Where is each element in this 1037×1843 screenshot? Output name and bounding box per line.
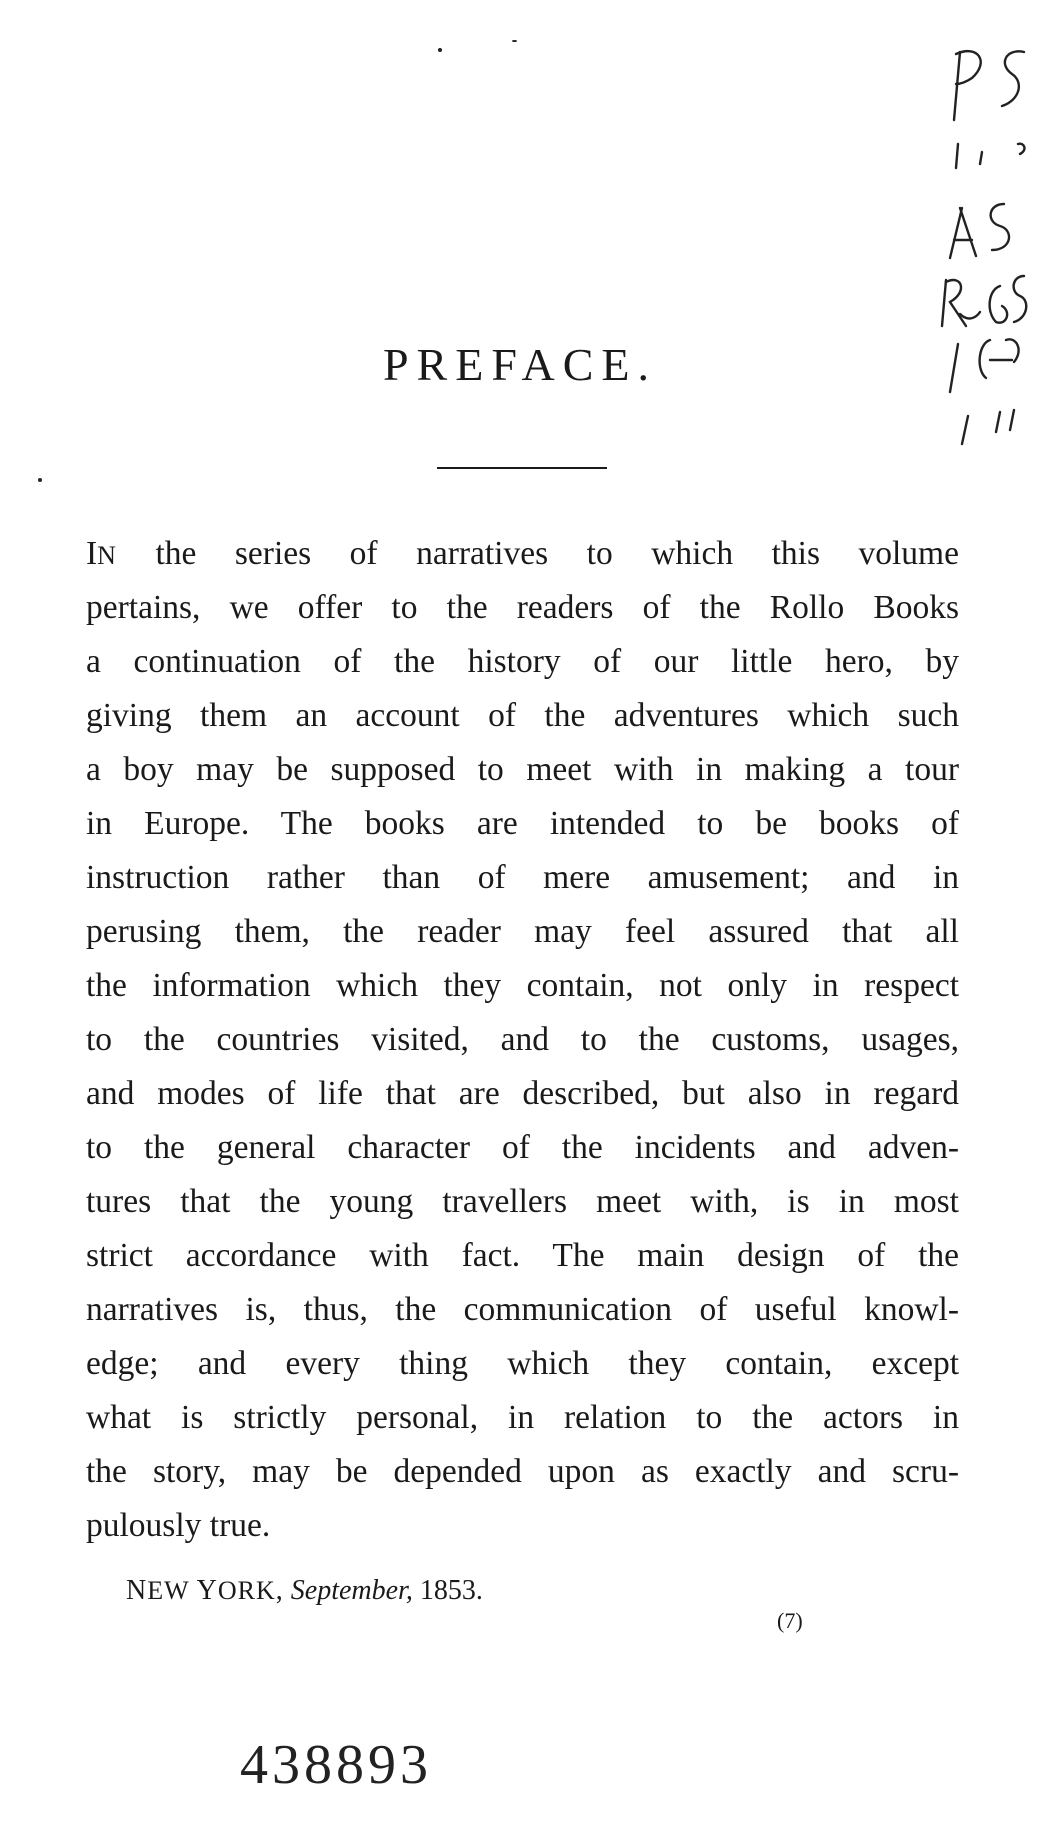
paragraph-line: to the general character of the incidents and adven- <box>86 1129 959 1166</box>
paragraph-line: instruction rather than of mere amusement; and in <box>86 859 959 896</box>
paragraph-line: giving them an account of the adventures which such <box>86 697 959 734</box>
paragraph-line: edge; and every thing which they contain, except <box>86 1345 959 1382</box>
paragraph-line: narratives is, thus, the communication of useful knowl- <box>86 1291 959 1328</box>
preface-paragraph <box>86 527 959 1553</box>
first-line-text: the series of narratives to which this volume <box>116 535 959 572</box>
paragraph-line: tures that the young travellers meet with, is in most <box>86 1183 959 1220</box>
dateline-year: 1853. <box>419 1575 483 1606</box>
paragraph-line-last: pulously true. <box>86 1507 271 1544</box>
paragraph-line: the information which they contain, not only in respect <box>86 967 959 1004</box>
paragraph-line: to the countries visited, and to the customs, usages, <box>86 1021 959 1058</box>
paragraph-line: perusing them, the reader may feel assured that all <box>86 913 959 950</box>
paragraph-line: in Europe. The books are intended to be books of <box>86 805 959 842</box>
paragraph-line: a boy may be supposed to meet with in making a tour <box>86 751 959 788</box>
accession-number: 438893 <box>240 1734 432 1796</box>
paragraph-line: a continuation of the history of our little hero, by <box>86 643 959 680</box>
dateline-month: September, <box>290 1575 413 1606</box>
page-title: PREFACE. <box>382 339 658 390</box>
paragraph-line: and modes of life that are described, but also in regard <box>86 1075 959 1112</box>
paragraph-line: pertains, we offer to the readers of the Rollo Books <box>86 589 959 626</box>
title-divider <box>437 467 607 469</box>
paragraph-line: the story, may be depended upon as exactly and scru- <box>86 1453 959 1490</box>
ink-speck <box>438 48 442 52</box>
page-number: (7) <box>777 1608 803 1633</box>
handwritten-call-number <box>920 40 1037 460</box>
dropcap: I <box>86 535 98 572</box>
dateline-city: NEW YORK, <box>126 1575 284 1606</box>
dateline <box>126 1575 483 1607</box>
paragraph-line: what is strictly personal, in relation to the actors in <box>86 1399 959 1436</box>
dropcap-smallcaps: N <box>97 541 117 570</box>
ink-speck <box>38 478 42 482</box>
ink-speck <box>512 40 517 42</box>
paragraph-line <box>86 527 959 581</box>
paragraph-line: strict accordance with fact. The main design of the <box>86 1237 959 1274</box>
